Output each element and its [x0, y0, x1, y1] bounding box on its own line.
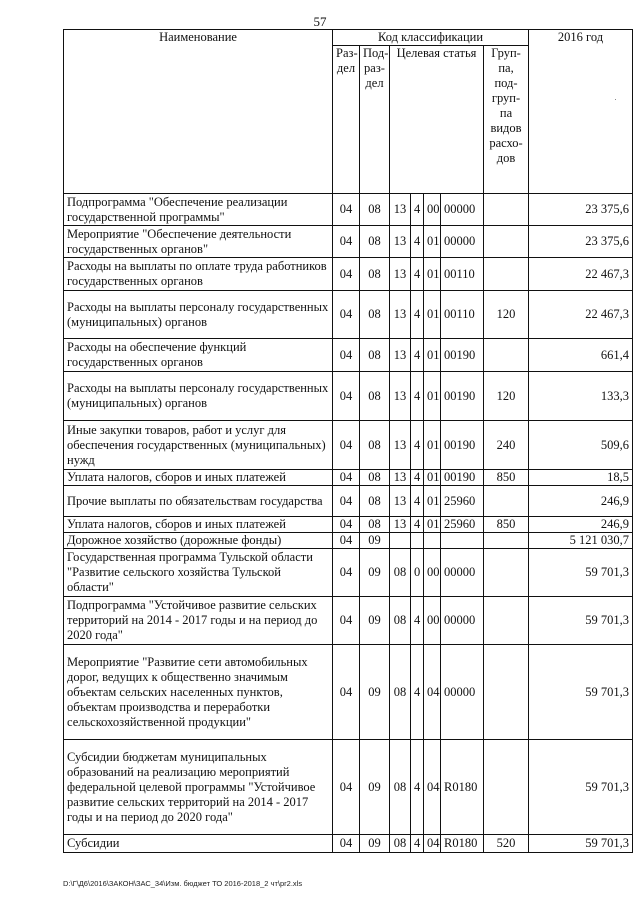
cell-cs2: 4 [411, 226, 424, 258]
cell-name: Подпрограмма "Устойчивое развитие сельских территорий на 2014 - 2017 годы и на период до 2020 года" [64, 597, 333, 645]
table-row [64, 194, 633, 226]
cell-name: Расходы на выплаты по оплате труда работников государственных органов [64, 258, 333, 291]
cell-pr: 08 [360, 372, 390, 421]
header-year: 2016 год [529, 30, 633, 194]
cell-cs2: 4 [411, 291, 424, 339]
table-row [64, 740, 633, 835]
cell-rz: 04 [333, 533, 360, 549]
cell-amount: 22 467,3 [529, 258, 633, 291]
table-row [64, 533, 633, 549]
cell-vr: 850 [484, 470, 529, 486]
table-row [64, 258, 633, 291]
cell-cs1: 13 [390, 470, 411, 486]
cell-cs1: 13 [390, 194, 411, 226]
cell-cs2: 4 [411, 339, 424, 372]
cell-rz: 04 [333, 470, 360, 486]
header-target-article: Целевая статья [390, 46, 484, 194]
cell-cs1 [390, 533, 411, 549]
budget-table-body [64, 194, 633, 853]
cell-name: Уплата налогов, сборов и иных платежей [64, 470, 333, 486]
cell-cs1: 13 [390, 226, 411, 258]
cell-cs4: 00110 [441, 291, 484, 339]
cell-cs4: 25960 [441, 517, 484, 533]
cell-cs4: 00000 [441, 549, 484, 597]
cell-rz: 04 [333, 258, 360, 291]
table-row [64, 549, 633, 597]
cell-amount: 661,4 [529, 339, 633, 372]
cell-amount: 5 121 030,7 [529, 533, 633, 549]
page-number: 57 [313, 14, 327, 29]
cell-cs4: 00190 [441, 421, 484, 470]
scan-speck [615, 99, 616, 100]
cell-cs1: 13 [390, 486, 411, 517]
header-name: Наименование [64, 30, 333, 194]
cell-amount: 133,3 [529, 372, 633, 421]
cell-pr: 08 [360, 339, 390, 372]
cell-vr: 120 [484, 372, 529, 421]
cell-vr: 120 [484, 291, 529, 339]
cell-cs3: 01 [424, 470, 441, 486]
cell-name: Государственная программа Тульской области "Развитие сельского хозяйства Тульской области" [64, 549, 333, 597]
cell-cs1: 08 [390, 645, 411, 740]
cell-cs4: 00000 [441, 226, 484, 258]
cell-cs1: 13 [390, 291, 411, 339]
cell-cs3: 00 [424, 549, 441, 597]
cell-cs4 [441, 533, 484, 549]
cell-name: Дорожное хозяйство (дорожные фонды) [64, 533, 333, 549]
cell-cs1: 13 [390, 517, 411, 533]
cell-cs3: 04 [424, 740, 441, 835]
cell-amount: 22 467,3 [529, 291, 633, 339]
cell-cs1: 08 [390, 549, 411, 597]
table-row [64, 291, 633, 339]
cell-pr: 08 [360, 486, 390, 517]
cell-vr [484, 597, 529, 645]
table-row [64, 597, 633, 645]
cell-cs2: 0 [411, 549, 424, 597]
cell-vr [484, 226, 529, 258]
cell-name: Расходы на выплаты персоналу государственных (муниципальных) органов [64, 372, 333, 421]
cell-amount: 23 375,6 [529, 194, 633, 226]
cell-cs1: 13 [390, 339, 411, 372]
cell-vr [484, 645, 529, 740]
cell-pr: 09 [360, 645, 390, 740]
cell-amount: 59 701,3 [529, 740, 633, 835]
cell-pr: 08 [360, 517, 390, 533]
table-row [64, 517, 633, 533]
cell-amount: 246,9 [529, 517, 633, 533]
cell-rz: 04 [333, 549, 360, 597]
cell-name: Расходы на обеспечение функций государственных органов [64, 339, 333, 372]
header-expense-group: Груп- па, под- груп- па видов расхо- дов [484, 46, 529, 194]
cell-cs3: 01 [424, 291, 441, 339]
cell-rz: 04 [333, 226, 360, 258]
cell-cs4: 00000 [441, 645, 484, 740]
cell-cs2: 4 [411, 486, 424, 517]
cell-pr: 08 [360, 421, 390, 470]
cell-vr: 240 [484, 421, 529, 470]
cell-cs4: R0180 [441, 740, 484, 835]
cell-name: Расходы на выплаты персоналу государственных (муниципальных) органов [64, 291, 333, 339]
cell-cs4: R0180 [441, 835, 484, 853]
cell-pr: 09 [360, 533, 390, 549]
cell-name: Подпрограмма "Обеспечение реализации государственной программы" [64, 194, 333, 226]
cell-cs3: 01 [424, 517, 441, 533]
cell-cs3: 01 [424, 486, 441, 517]
cell-cs2: 4 [411, 645, 424, 740]
cell-vr [484, 740, 529, 835]
cell-amount: 509,6 [529, 421, 633, 470]
cell-cs3 [424, 533, 441, 549]
cell-rz: 04 [333, 291, 360, 339]
cell-rz: 04 [333, 372, 360, 421]
cell-rz: 04 [333, 486, 360, 517]
cell-pr: 08 [360, 194, 390, 226]
cell-amount: 59 701,3 [529, 597, 633, 645]
cell-cs1: 13 [390, 421, 411, 470]
cell-name: Мероприятие "Обеспечение деятельности государственных органов" [64, 226, 333, 258]
cell-name: Субсидии бюджетам муниципальных образований на реализацию мероприятий федеральной целевой программы "Устойчивое развитие сельских территорий на 2014 - 2017 годы и на период до 2020 года" [64, 740, 333, 835]
cell-rz: 04 [333, 740, 360, 835]
table-row [64, 226, 633, 258]
header-classification: Код классификации [333, 30, 529, 46]
cell-vr [484, 194, 529, 226]
cell-vr [484, 533, 529, 549]
cell-name: Уплата налогов, сборов и иных платежей [64, 517, 333, 533]
cell-vr [484, 549, 529, 597]
cell-pr: 08 [360, 470, 390, 486]
cell-cs4: 00000 [441, 597, 484, 645]
cell-pr: 09 [360, 549, 390, 597]
cell-rz: 04 [333, 339, 360, 372]
cell-vr: 850 [484, 517, 529, 533]
table-row [64, 645, 633, 740]
cell-name: Прочие выплаты по обязательствам государства [64, 486, 333, 517]
cell-name: Субсидии [64, 835, 333, 853]
cell-cs3: 00 [424, 194, 441, 226]
cell-cs4: 00190 [441, 372, 484, 421]
cell-pr: 09 [360, 835, 390, 853]
cell-cs2: 4 [411, 835, 424, 853]
cell-cs1: 08 [390, 597, 411, 645]
table-row [64, 470, 633, 486]
cell-cs3: 01 [424, 421, 441, 470]
header-section: Раз- дел [333, 46, 360, 194]
cell-cs3: 00 [424, 597, 441, 645]
cell-cs2: 4 [411, 740, 424, 835]
cell-amount: 59 701,3 [529, 645, 633, 740]
table-row [64, 421, 633, 470]
table-row [64, 372, 633, 421]
cell-cs2 [411, 533, 424, 549]
cell-cs4: 00190 [441, 470, 484, 486]
cell-vr [484, 486, 529, 517]
cell-rz: 04 [333, 194, 360, 226]
cell-cs4: 25960 [441, 486, 484, 517]
cell-vr [484, 258, 529, 291]
header-row-top [64, 30, 633, 46]
cell-cs3: 01 [424, 226, 441, 258]
budget-table [63, 29, 633, 853]
cell-rz: 04 [333, 835, 360, 853]
cell-pr: 08 [360, 291, 390, 339]
cell-cs3: 01 [424, 339, 441, 372]
cell-cs2: 4 [411, 517, 424, 533]
cell-amount: 23 375,6 [529, 226, 633, 258]
cell-cs4: 00110 [441, 258, 484, 291]
cell-cs2: 4 [411, 597, 424, 645]
cell-rz: 04 [333, 597, 360, 645]
cell-cs3: 01 [424, 258, 441, 291]
cell-pr: 09 [360, 597, 390, 645]
cell-cs4: 00000 [441, 194, 484, 226]
cell-cs1: 08 [390, 740, 411, 835]
cell-cs2: 4 [411, 194, 424, 226]
cell-cs3: 04 [424, 835, 441, 853]
cell-cs2: 4 [411, 421, 424, 470]
table-row [64, 339, 633, 372]
file-path-footer: D:\Г\Д6\2016\ЗАКОН\ЗАС_34\Изм. бюджет ТО 2016-2018_2 чт\pr2.xls [63, 879, 303, 888]
cell-cs2: 4 [411, 372, 424, 421]
cell-cs3: 01 [424, 372, 441, 421]
cell-cs2: 4 [411, 470, 424, 486]
cell-vr: 520 [484, 835, 529, 853]
cell-amount: 18,5 [529, 470, 633, 486]
cell-cs1: 13 [390, 258, 411, 291]
table-row [64, 835, 633, 853]
cell-cs1: 13 [390, 372, 411, 421]
cell-rz: 04 [333, 421, 360, 470]
cell-amount: 59 701,3 [529, 549, 633, 597]
cell-name: Мероприятие "Развитие сети автомобильных дорог, ведущих к общественно значимым объектам сельских населенных пунктов, объектам производства и переработки сельскохозяйственной продукции" [64, 645, 333, 740]
cell-rz: 04 [333, 645, 360, 740]
header-subsection: Под- раз- дел [360, 46, 390, 194]
cell-cs3: 04 [424, 645, 441, 740]
cell-pr: 08 [360, 258, 390, 291]
cell-cs4: 00190 [441, 339, 484, 372]
cell-cs1: 08 [390, 835, 411, 853]
cell-name: Иные закупки товаров, работ и услуг для обеспечения государственных (муниципальных) нужд [64, 421, 333, 470]
cell-pr: 08 [360, 226, 390, 258]
cell-cs2: 4 [411, 258, 424, 291]
cell-rz: 04 [333, 517, 360, 533]
cell-vr [484, 339, 529, 372]
table-row [64, 486, 633, 517]
cell-amount: 246,9 [529, 486, 633, 517]
cell-amount: 59 701,3 [529, 835, 633, 853]
cell-pr: 09 [360, 740, 390, 835]
